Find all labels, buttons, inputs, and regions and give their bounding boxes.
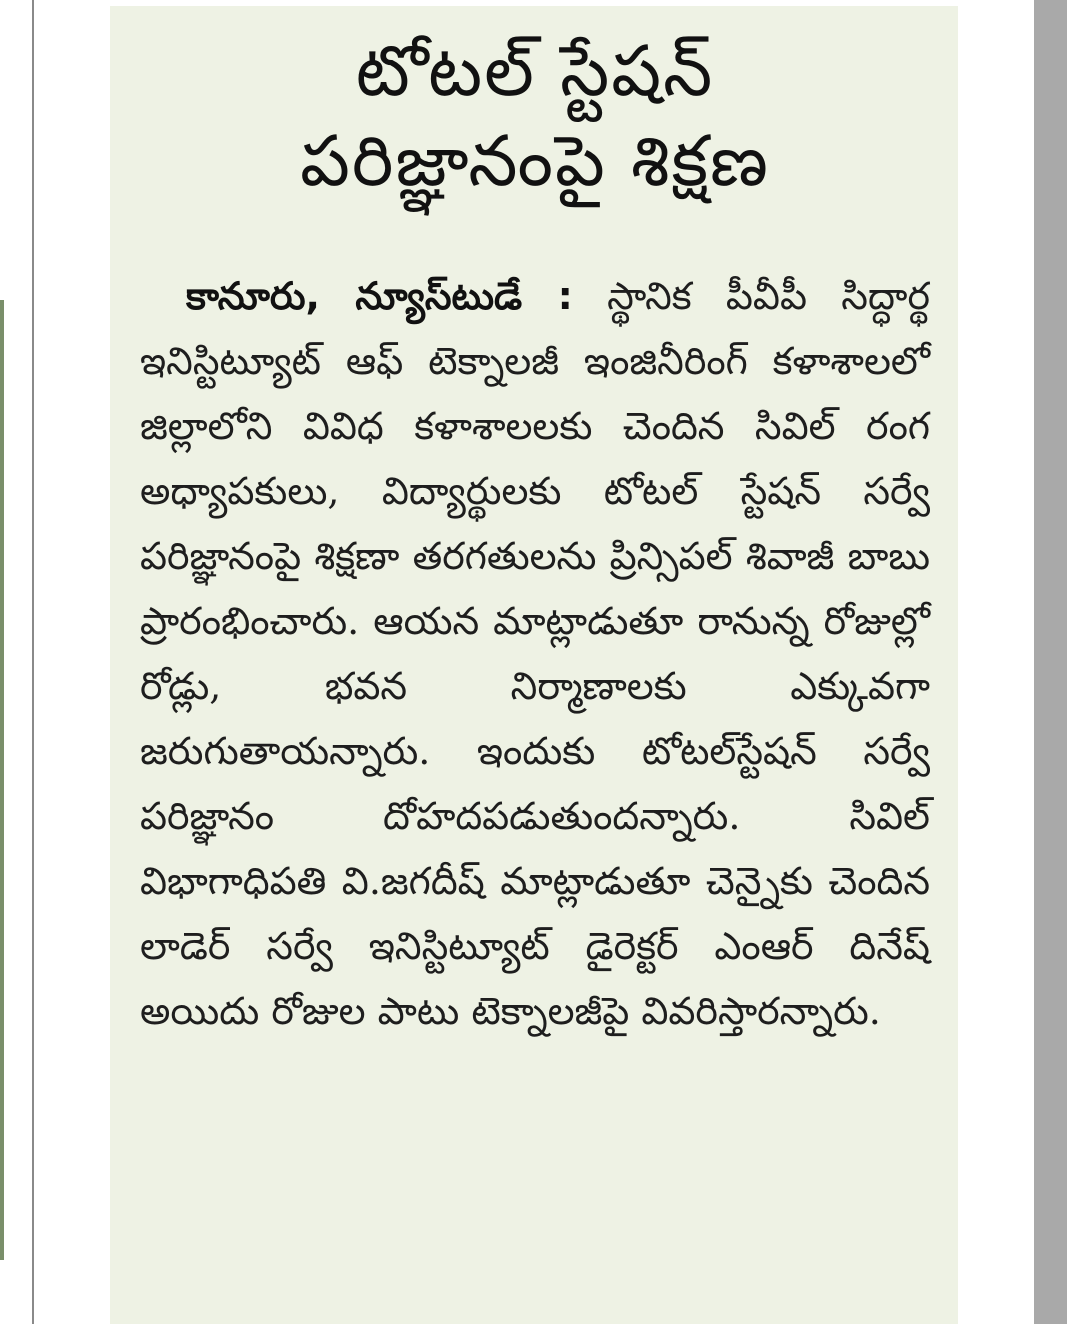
adjacent-image-sliver bbox=[0, 300, 4, 1260]
article-body-text: స్థానిక పీవీపీ సిద్ధార్థ ఇనిస్టిట్యూట్ ఆఫ్ టెక్నాలజీ ఇంజినీరింగ్ కళాశాలలో జిల్లాలోని వివిధ కళాశాలలకు చెందిన సివిల్ రంగ అధ్యాపకులు, విద్యార్థులకు టోటల్ స్టేషన్ సర్వే పరిజ్ఞానంపై శిక్షణా తరగతులను ప్రిన్సిపల్ శివాజీ బాబు ప్రారంభించారు. ఆయన మాట్లాడుతూ రానున్న రోజుల్లో రోడ్లు, భవన నిర్మాణాలకు ఎక్కువగా జరుగుతాయన్నారు. ఇందుకు టోటల్‌స్టేషన్ సర్వే పరిజ్ఞానం దోహదపడుతుందన్నారు. సివిల్ విభాగాధిపతి వి.జగదీష్ మాట్లాడుతూ చెన్నైకు చెందిన లాడెర్ సర్వే ఇనిస్టిట్యూట్ డైరెక్టర్ ఎంఆర్ దినేష్ అయిదు రోజుల పాటు టెక్నాలజీపై వివరిస్తారన్నారు. bbox=[140, 274, 930, 1033]
article-headline bbox=[140, 26, 930, 206]
article-dateline: కానూరు, న్యూస్‌టుడే : bbox=[186, 274, 573, 318]
headline-line-1: టోటల్ స్టేషన్ bbox=[355, 30, 715, 112]
adjacent-column-edge bbox=[0, 0, 34, 1324]
page-gutter bbox=[34, 0, 110, 1324]
right-margin bbox=[958, 0, 1034, 1324]
news-article bbox=[110, 6, 958, 1324]
headline-line-2: పరిజ్ఞానంపై శిక్షణ bbox=[300, 120, 770, 202]
right-scroll-bar bbox=[1034, 0, 1067, 1324]
article-body bbox=[140, 264, 930, 1044]
